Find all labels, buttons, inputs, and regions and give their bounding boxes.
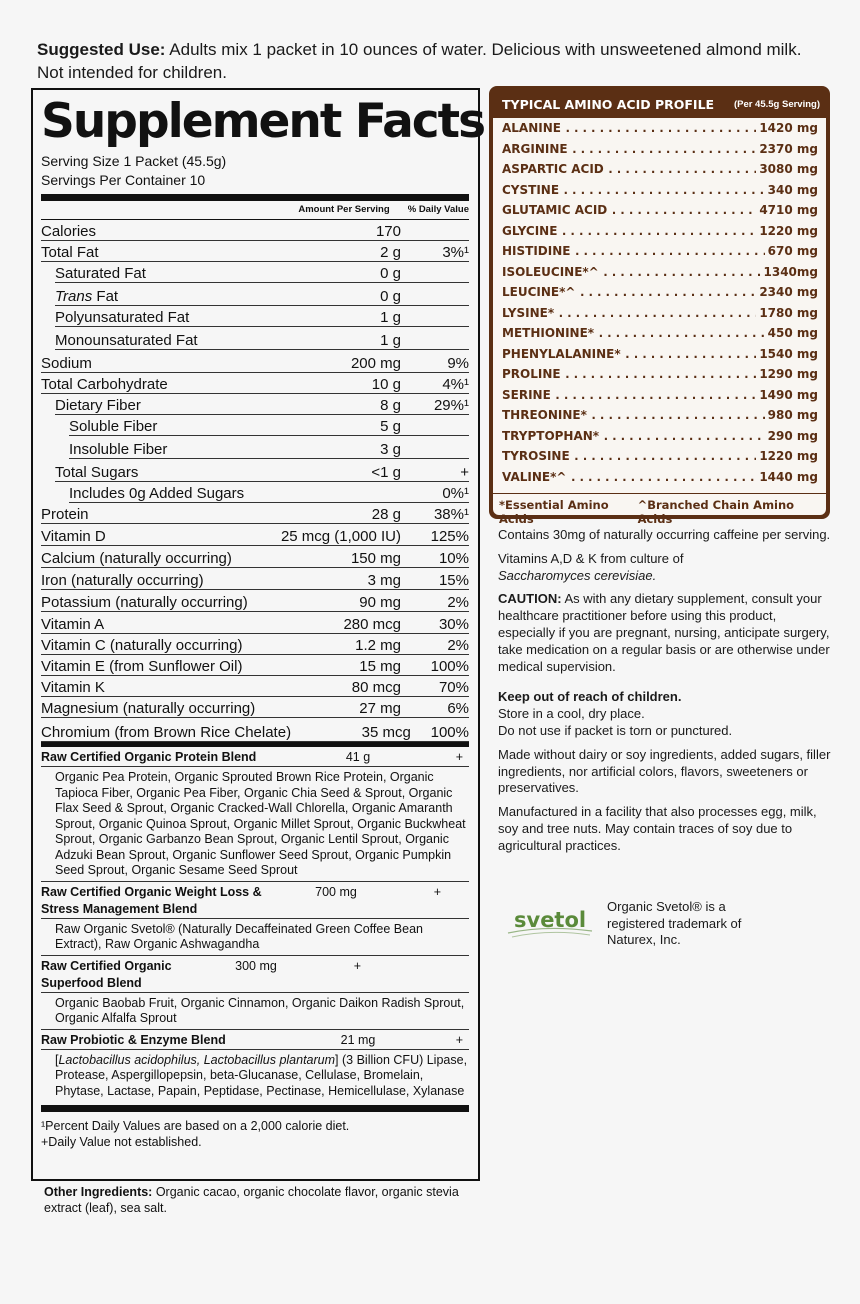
nutrient-amount: 2 g	[380, 244, 401, 261]
amino-acid-row	[502, 264, 818, 285]
nutrient-dv: 125%	[430, 528, 469, 545]
amino-acid-value: 1490 mg	[759, 387, 818, 402]
amino-acid-value: 670 mg	[767, 244, 818, 258]
nutrient-row	[69, 482, 469, 503]
amino-acid-rows	[502, 120, 818, 489]
svetol-trademark: Organic Svetol® is a registered trademark of Naturex, Inc.	[607, 899, 742, 947]
amino-acid-value: 340 mg	[767, 182, 818, 197]
nutrient-label: Magnesium (naturally occurring)	[41, 700, 256, 717]
col-amount-header: Amount Per Serving	[298, 204, 390, 215]
nutrient-rows	[41, 220, 469, 742]
blend-header	[41, 882, 469, 919]
amino-acid-value: 1290 mg	[759, 367, 818, 381]
amino-acid-row	[502, 161, 818, 182]
nutrient-label: Polyunsaturated Fat	[55, 309, 190, 326]
dot-leader	[569, 469, 756, 484]
nutrient-dv: 10%	[438, 550, 469, 567]
nutrient-label: Dietary Fiber	[55, 397, 141, 414]
nutrient-row	[55, 283, 469, 306]
nutrient-row	[41, 503, 469, 524]
amino-acid-value: 1780 mg	[759, 305, 818, 320]
nutrient-dv: 70%	[438, 679, 469, 696]
nutrient-dv: 15%	[438, 572, 469, 589]
amino-acid-name: TYROSINE	[502, 449, 570, 463]
blend-name: Raw Probiotic & Enzyme Blend	[41, 1032, 226, 1047]
nutrient-dv: 2%	[447, 594, 469, 611]
vitamins-culture: Saccharomyces cerevisiae.	[498, 567, 657, 583]
nutrient-dv: 6%	[447, 700, 469, 717]
amino-acid-row	[502, 469, 818, 490]
amino-acid-value: 1220 mg	[759, 449, 818, 463]
amino-acid-value: 1420 mg	[759, 121, 818, 135]
amino-acid-value: 2370 mg	[759, 141, 818, 156]
amino-acid-row	[502, 448, 818, 469]
amino-acid-name: ASPARTIC ACID	[502, 162, 604, 176]
amino-acid-name: THREONINE*	[502, 408, 587, 422]
nutrient-dv: 4%¹	[442, 376, 469, 393]
dot-leader	[564, 366, 757, 381]
dot-leader	[573, 448, 757, 463]
nutrient-label: Vitamin E (from Sunflower Oil)	[41, 658, 243, 675]
amino-acid-value: 1340mg	[763, 264, 818, 279]
nutrient-label: Sodium	[41, 355, 92, 372]
amino-acid-row	[502, 366, 818, 387]
blend-header	[41, 747, 469, 767]
amino-acid-name: ISOLEUCINE*^	[502, 264, 599, 279]
caffeine-note: Contains 30mg of naturally occurring caffeine per serving.	[498, 527, 831, 542]
nutrient-amount: 25 mcg (1,000 IU)	[280, 528, 401, 545]
suggested-use-text: Adults mix 1 packet in 10 ounces of water. Delicious with unsweetened almond milk. Not intended for children.	[37, 40, 802, 82]
nutrient-amount: 15 mg	[359, 658, 401, 675]
nutrient-dv: 3%¹	[442, 244, 469, 261]
amino-acid-value: 450 mg	[767, 326, 818, 340]
amino-acid-name: GLUTAMIC ACID	[502, 203, 608, 217]
nutrient-row	[41, 350, 469, 373]
nutrient-amount: 3 g	[380, 441, 401, 458]
nutrient-amount: 5 g	[380, 418, 401, 435]
amino-acid-name: LEUCINE*^	[502, 285, 576, 299]
nutrient-row	[41, 524, 469, 546]
nutrient-amount: 0 g	[380, 265, 401, 282]
nutrient-row	[41, 546, 469, 568]
nutrient-row	[55, 306, 469, 327]
footnote-daily-values: ¹Percent Daily Values are based on a 2,000 calorie diet.	[41, 1119, 350, 1133]
amino-acid-name: METHIONINE*	[502, 326, 595, 340]
amino-acid-body	[493, 118, 826, 526]
dot-leader	[597, 325, 765, 340]
dot-leader	[564, 120, 756, 135]
amino-acid-row	[502, 407, 818, 428]
facts-footnotes	[41, 1112, 469, 1150]
blend-dv: +	[455, 750, 463, 764]
dot-leader	[557, 305, 756, 320]
vitamins-note: Vitamins A,D & K from culture of Saccharomyces cerevisiae.	[498, 550, 684, 583]
dot-leader	[562, 182, 765, 197]
nutrient-label: Insoluble Fiber	[69, 441, 168, 458]
nutrient-dv: 9%	[447, 355, 469, 372]
nutrient-label: Monounsaturated Fat	[55, 332, 198, 349]
blend-amount: 300 mg	[235, 958, 277, 973]
blend-amount: 41 g	[345, 750, 371, 764]
nutrient-row	[69, 436, 469, 459]
nutrient-dv: 38%¹	[433, 506, 469, 523]
col-dv-header: % Daily Value	[407, 204, 469, 215]
amino-acid-row	[502, 182, 818, 203]
nutrient-row	[41, 676, 469, 697]
blend-name: Raw Certified Organic Protein Blend	[41, 750, 257, 764]
amino-acid-row	[502, 202, 818, 223]
nutrient-label: Total Sugars	[55, 464, 139, 481]
nutrient-label: Soluble Fiber	[69, 418, 158, 435]
nutrient-label: Chromium (from Brown Rice Chelate)	[41, 724, 292, 741]
amino-acid-row	[502, 387, 818, 408]
facility-note: Manufactured in a facility that also processes egg, milk, soy and tree nuts. May contain traces of soy due to agricultural practices.	[498, 804, 817, 853]
blend-ingredients: Organic Baobab Fruit, Organic Cinnamon, Organic Daikon Radish Sprout, Organic Alfalfa Sprout	[41, 993, 469, 1030]
nutrient-label: Saturated Fat	[55, 265, 146, 282]
dot-leader	[560, 223, 756, 238]
amino-acid-value: 290 mg	[767, 428, 818, 443]
other-ingredients-label: Other Ingredients:	[44, 1185, 153, 1199]
nutrient-row	[41, 568, 469, 590]
dot-leader	[624, 346, 757, 361]
blend-amount: 700 mg	[315, 884, 357, 899]
amino-acid-row	[502, 120, 818, 141]
dot-leader	[573, 243, 764, 258]
amino-acid-row	[502, 243, 818, 264]
amino-acid-name: SERINE	[502, 387, 551, 402]
suggested-use	[37, 38, 827, 84]
nutrient-dv: 0%¹	[442, 485, 469, 502]
amino-acid-value: 2340 mg	[759, 285, 818, 299]
nutrient-row	[41, 241, 469, 262]
supplement-facts-title: Supplement Facts	[41, 94, 485, 149]
amino-acid-header	[493, 90, 826, 118]
nutrient-label: Vitamin A	[41, 616, 105, 633]
nutrient-amount: 280 mcg	[343, 616, 401, 633]
amino-acid-name: PHENYLALANINE*	[502, 346, 621, 361]
nutrient-label: Potassium (naturally occurring)	[41, 594, 248, 611]
dot-leader	[602, 428, 765, 443]
footnote-not-established: +Daily Value not established.	[41, 1135, 202, 1149]
amino-acid-name: CYSTINE	[502, 182, 560, 197]
nutrient-label: Total Fat	[41, 244, 99, 261]
amino-acid-name: VALINE*^	[502, 469, 567, 484]
thick-divider-bottom	[41, 1105, 469, 1112]
nutrient-amount: 28 g	[371, 506, 401, 523]
blend-ingredients: Organic Pea Protein, Organic Sprouted Brown Rice Protein, Organic Tapioca Fiber, Organic Pea Fiber, Organic Chia Seed & Sprout, Organic Flax Seed & Sprout, Organic Cracked-Wall Chlorella, Organic Amaranth Sprout, Organic Quinoa Sprout, Organic Millet Sprout, Organic Buckwheat Sprout, Organic Garbanzo Bean Sprout, Organic Lentil Sprout, Organic Adzuki Bean Sprout, Organic Sunflower Seed Sprout, Organic Pumpkin Seed Sprout, Organic Sesame Seed Sprout	[41, 767, 469, 882]
amino-acid-value: 980 mg	[767, 408, 818, 422]
nutrient-row	[69, 415, 469, 436]
blend-ingredients: [Lactobacillus acidophilus, Lactobacillus plantarum] (3 Billion CFU) Lipase, Protease, Aspergillopepsin, beta-Glucanase, Cellulase, Bromelain, Phytase, Lactase, Papain, Peptidase, Pectinase, Hemicellulase, Xylanase	[55, 1052, 468, 1098]
dot-leader	[590, 407, 765, 422]
blend-amount: 21 mg	[340, 1032, 376, 1047]
dot-leader	[578, 284, 756, 299]
nutrient-row	[55, 394, 469, 415]
made-without-note: Made without dairy or soy ingredients, added sugars, filler ingredients, nor artificial colors, flavors, sweeteners or preservatives.	[498, 746, 831, 796]
nutrient-amount: 200 mg	[350, 355, 401, 372]
nutrient-label: Calcium (naturally occurring)	[41, 550, 232, 567]
servings-per-container: Servings Per Container 10	[41, 172, 206, 188]
serving-info	[41, 152, 469, 190]
amino-acid-row	[502, 223, 818, 244]
other-ingredients	[44, 1184, 464, 1216]
dot-leader	[607, 161, 757, 176]
blend-header	[41, 1030, 469, 1050]
nutrient-row	[41, 590, 469, 612]
blend-name: Raw Certified Organic Superfood Blend	[41, 958, 172, 990]
blend-header	[41, 956, 469, 993]
amino-acid-value: 3080 mg	[759, 162, 818, 176]
caution-note	[498, 591, 833, 675]
nutrient-amount: 1 g	[380, 309, 401, 326]
amino-acid-value: 1220 mg	[759, 223, 818, 238]
amino-acid-panel	[489, 86, 830, 526]
nutrient-dv: 100%	[430, 658, 469, 675]
nutrient-amount: <1 g	[371, 464, 401, 481]
blend-name: Raw Certified Organic Weight Loss & Stress Management Blend	[41, 884, 262, 916]
amino-acid-footnote	[493, 493, 826, 526]
nutrient-label: Iron (naturally occurring)	[41, 572, 204, 589]
amino-acid-row	[502, 284, 818, 305]
nutrient-amount: 1 g	[380, 332, 401, 349]
torn-text: Do not use if packet is torn or punctured.	[498, 722, 733, 738]
amino-acid-subtitle: (Per 45.5g Serving)	[733, 98, 820, 110]
nutrient-amount: 27 mg	[359, 700, 401, 717]
blend-dv: +	[353, 958, 361, 973]
caution-label: CAUTION:	[498, 591, 562, 607]
nutrient-amount: 90 mg	[359, 594, 401, 611]
amino-acid-row	[502, 141, 818, 162]
nutrient-label: Vitamin K	[41, 679, 105, 696]
amino-acid-name: LYSINE*	[502, 305, 555, 320]
svetol-logo	[506, 899, 596, 945]
branched-note: ^Branched Chain Amino Acids	[637, 498, 795, 526]
blend-rows	[41, 747, 469, 1101]
amino-acid-name: ALANINE	[502, 121, 561, 135]
nutrient-row	[41, 612, 469, 634]
blend-dv: +	[433, 884, 441, 899]
amino-acid-row	[502, 428, 818, 449]
blend-dv: +	[455, 1032, 463, 1047]
nutrient-dv: 2%	[447, 637, 469, 654]
amino-acid-value: 1540 mg	[759, 346, 818, 361]
nutrient-label: Trans Fat	[55, 288, 119, 305]
facts-column-header	[41, 201, 469, 220]
nutrient-label: Calories	[41, 223, 97, 240]
nutrient-label: Vitamin C (naturally occurring)	[41, 637, 243, 654]
nutrient-row	[41, 655, 469, 676]
amino-acid-row	[502, 305, 818, 326]
nutrient-label: Total Carbohydrate	[41, 376, 168, 393]
essential-note: *Essential Amino Acids	[499, 498, 609, 526]
dot-leader	[554, 387, 757, 402]
amino-acid-title: TYPICAL AMINO ACID PROFILE	[502, 96, 715, 112]
caution-text: As with any dietary supplement, consult your healthcare practitioner before using this product, especially if you are pregnant, nursing, anticipate surgery, take medication on a regular basis or are otherwise under medical supervision.	[498, 591, 830, 674]
dot-leader	[571, 141, 757, 156]
blend-ingredients: Raw Organic Svetol® (Naturally Decaffeinated Green Coffee Bean Extract), Raw Organic Ashwagandha	[41, 919, 469, 956]
svetol-logo-text: svetol	[514, 908, 587, 932]
nutrient-row	[41, 373, 469, 394]
nutrient-row	[41, 634, 469, 655]
nutrient-label: Protein	[41, 506, 89, 523]
nutrient-row	[55, 459, 469, 482]
dot-leader	[602, 264, 761, 279]
nutrient-label: Vitamin D	[41, 528, 106, 545]
amino-acid-row	[502, 346, 818, 367]
nutrient-dv: 29%¹	[433, 397, 469, 414]
amino-acid-name: HISTIDINE	[502, 244, 571, 258]
label-notes	[498, 527, 833, 862]
keep-out-label: Keep out of reach of children.	[498, 689, 682, 705]
storage-note	[498, 689, 833, 739]
nutrient-amount: 8 g	[380, 397, 401, 414]
dot-leader	[610, 202, 756, 217]
nutrient-amount: 10 g	[371, 376, 401, 393]
suggested-use-label: Suggested Use:	[37, 40, 166, 59]
amino-acid-name: GLYCINE	[502, 223, 558, 238]
nutrient-row	[41, 220, 469, 241]
other-ingredients-text: Organic cacao, organic chocolate flavor, organic stevia extract (leaf), sea salt.	[44, 1185, 459, 1215]
supplement-facts-panel	[31, 88, 485, 1181]
nutrient-row	[55, 262, 469, 283]
serving-size: Serving Size 1 Packet (45.5g)	[41, 153, 227, 169]
nutrient-amount: 170	[375, 223, 401, 240]
store-text: Store in a cool, dry place.	[498, 706, 645, 722]
thick-divider	[41, 194, 469, 201]
nutrient-dv: 100%	[430, 724, 469, 741]
nutrient-amount: 0 g	[380, 288, 401, 305]
nutrient-dv: +	[460, 464, 469, 481]
nutrient-amount: 80 mcg	[351, 679, 401, 696]
nutrient-amount: 35 mcg	[361, 724, 411, 741]
nutrient-label: Includes 0g Added Sugars	[69, 485, 245, 502]
nutrient-amount: 3 mg	[367, 572, 401, 589]
nutrient-row	[41, 718, 469, 742]
nutrient-amount: 1.2 mg	[355, 637, 401, 654]
nutrient-amount: 150 mg	[350, 550, 401, 567]
amino-acid-value: 1440 mg	[759, 469, 818, 484]
nutrient-dv: 30%	[438, 616, 469, 633]
amino-acid-name: TRYPTOPHAN*	[502, 428, 600, 443]
amino-acid-name: ARGININE	[502, 141, 568, 156]
amino-acid-name: PROLINE	[502, 367, 561, 381]
amino-acid-value: 4710 mg	[759, 203, 818, 217]
nutrient-row	[41, 697, 469, 718]
nutrient-row	[55, 327, 469, 350]
amino-acid-row	[502, 325, 818, 346]
